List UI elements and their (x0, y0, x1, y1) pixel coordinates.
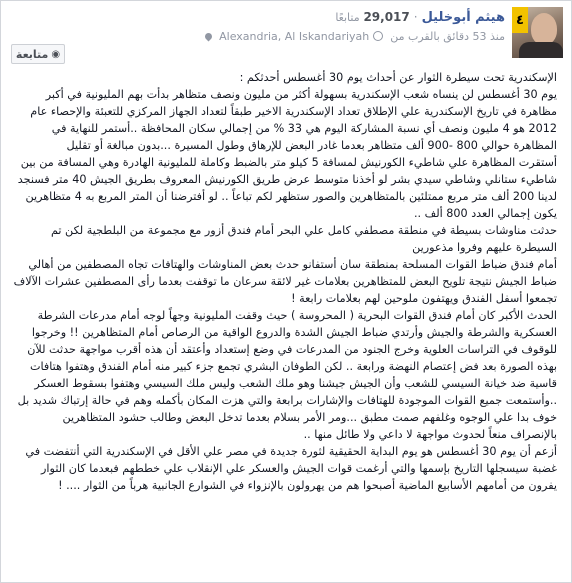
follow-button[interactable] (11, 44, 65, 64)
author-name[interactable]: هيثم أبوخليل (421, 10, 505, 25)
separator-dot: · (413, 10, 418, 24)
follower-label: متابعًا (335, 11, 360, 24)
post-header (1, 1, 571, 63)
post-time[interactable]: منذ 53 دقائق بالقرب من (390, 30, 505, 43)
avatar[interactable] (512, 7, 563, 58)
author-line (335, 10, 505, 25)
rss-icon: ◉ (51, 48, 61, 60)
post-location[interactable]: Alexandria, Al Iskandariyah (219, 30, 370, 43)
avatar-face (531, 13, 557, 45)
location-pin-icon (204, 32, 214, 42)
post-body (13, 69, 557, 494)
post-paragraph: أمام فندق ضباط القوات المسلحة بمنطقة سان أستفانو حدث بعض المناوشات والهتافات تجاه المصطفين من أهالي ضباط الجيش نتيجة تلويح البعض للمتظاهرين بعلامات غير لائقة سرعان ما توقفت بعدما رأى المصطفين عشرات الآلاف تجمعوا أسفل الفندق ويهتفون ملوحين لهم بعلامات رابعة ! (13, 258, 557, 305)
follow-button-label: متابعة (15, 47, 49, 61)
globe-icon (373, 31, 383, 41)
post-paragraph: أزعم أن يوم 30 أغسطس هو يوم البداية الحقيقية لثورة جديدة في مصر علي الأقل في الإسكندرية التي أنتفضت في غضبة سيسجلها التاريخ بإسمها والتي أرغمت قوات الجيش والعسكر علي الإنقلاب علي خططهم فبعدما كان الثوار يفرون من أمامهم الأسابيع الماضية أصبحوا هم من يهرولون بالإنزواء في الشوارع الجانبية هرباً من الثوار .... ! (25, 445, 557, 492)
post-paragraph: حدثت مناوشات بسيطة في منطقة مصطفي كامل علي البحر أمام فندق أزور مع مجموعة من البلطجية لكن تم السيطرة عليهم وفروا مذعورين (50, 224, 557, 254)
follower-count: 29,017 (363, 10, 410, 24)
post-paragraph: الإسكندرية تحت سيطرة الثوار عن أحداث يوم 30 أغسطس أحدثكم : (239, 71, 557, 84)
avatar-body (519, 42, 563, 58)
post-paragraph: الحدث الأكبر كان أمام فندق القوات البحرية ( المحروسة ) حيث وقفت المليونية وجهاً لوجه أمام مدرعات الشرطة العسكرية والشرطة والجيش وأرتدي ضباط الجيش الشدة والدروع الواقية من الرصاص أمام المتظاهرين !! وخرجوا للوقوف في التراسات العلوية وخرج الجنود من المدرعات في وضع إستعداد وأعتقد أن هذه أقرب مواجهة حدثت للآن بهذه الصورة بعد فض إعتصام النهضة ورابعة .. لكن الطوفان البشري تجمع جزء كبير منه أمام الفندق وهتفوا هتافات قاسية ضد خيانة السيسي للشعب وأن الجيش جيشنا وهو ملك الشعب وليس ملك السيسي وهتفوا بسقوط العسكر ..وأستمعت جميع القوات الموجودة للهتافات والإشارات برابعة والتي هزت المكان بأكمله وهم في حالة إرتباك شديد بل خوف بدا علي الوجوه وغلفهم صمت مطبق ...ومر الأمر بسلام بعدما تدخل البعض وطالب حشود المتظاهرين بالإنصراف منعاً لحدوث مواجهة لا داعي ولا طائل منها .. (17, 309, 557, 441)
post-meta (201, 30, 505, 43)
post-paragraph: أستقرت المظاهرة علي شاطيء الكورنيش لمسافة 5 كيلو متر بالضبط وكاملة للمليونية الهادرة وهي المسافة من بين شاطيء ستانلي وشاطي سيدي بشر لو أخذنا متوسط عرض طريق الكورنيش المعروف بطريق الجيش 40 متر فسنجد لدينا 200 ألف متر مربع ممتلئين بالمتظاهرين والصور ستظهر لكم تباعاً .. لو أفترضنا أن المتر المربع به 4 متظاهرين يكون إجمالي العدد 800 ألف .. (17, 156, 557, 220)
post-paragraph: يوم 30 أغسطس لن ينساه شعب الإسكندرية بسهولة أكثر من مليون ونصف متظاهر بدأت بهم المليونية في أكبر مظاهرة في تاريخ الإسكندرية علي الإطلاق تعداد الإسكندرية الاخير طبقاً لتعداد الجهاز المركزي للتعبئة والإحصاء عام 2012 هو 4 مليون ونصف أي نسبة المشاركة اليوم هي 33 % من إجمالي سكان المحافظة ..أستمر للنهاية في المظاهرة حوالي 800 -900 ألف متظاهر بعدما غادر البعض للإرهاق وطول المسيرة ...بدون مبالغة أو تقليل (30, 88, 557, 152)
rabaa-badge: ٤ (512, 7, 528, 33)
